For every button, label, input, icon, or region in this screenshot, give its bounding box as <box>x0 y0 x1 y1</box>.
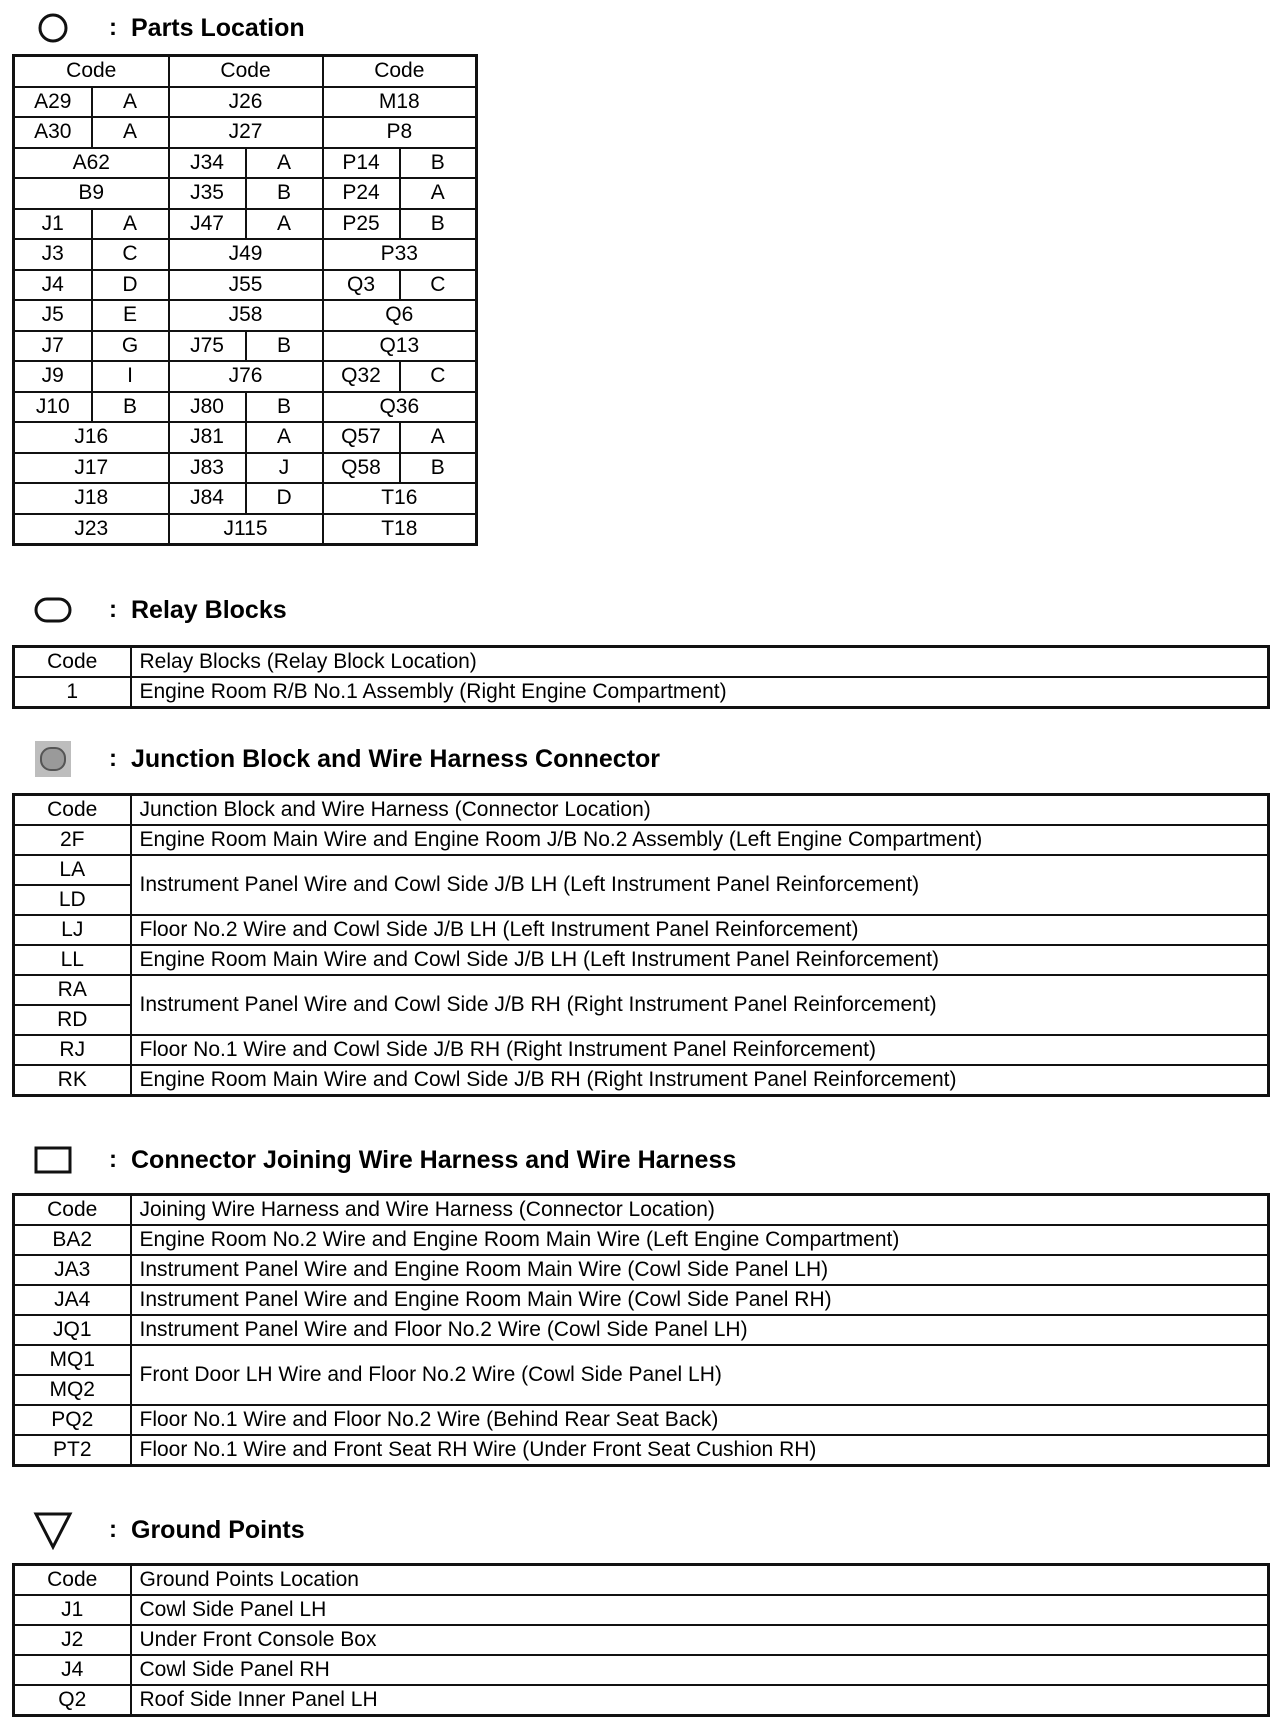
connector-code: JA4 <box>14 1285 131 1315</box>
part-code: J10 <box>14 392 92 423</box>
location-letter: A <box>246 422 323 453</box>
code-header: Code <box>14 647 131 678</box>
part-code: T16 <box>323 483 477 514</box>
relay-blocks-title: Relay Blocks <box>131 595 287 624</box>
junction-block-table <box>12 793 1270 1097</box>
location-letter: C <box>400 270 477 301</box>
part-code: J115 <box>169 514 323 545</box>
connector-joining-table <box>12 1193 1270 1467</box>
table-row <box>14 117 477 148</box>
ground-points-title: Ground Points <box>131 1515 305 1544</box>
junction-block-location: Engine Room Main Wire and Cowl Side J/B RH (Right Instrument Panel Reinforcement) <box>131 1065 1269 1096</box>
junction-block-heading <box>33 739 660 779</box>
relay-blocks-heading <box>33 590 287 630</box>
part-code: Q32 <box>323 361 400 392</box>
relay-block-header-row <box>14 647 1269 678</box>
part-code: Q6 <box>323 300 477 331</box>
table-row <box>14 483 477 514</box>
connector-joining-title: Connector Joining Wire Harness and Wire Harness <box>131 1145 737 1174</box>
connector-location: Engine Room No.2 Wire and Engine Room Main Wire (Left Engine Compartment) <box>131 1225 1269 1255</box>
junction-block-location: Engine Room Main Wire and Engine Room J/B No.2 Assembly (Left Engine Compartment) <box>131 825 1269 855</box>
junction-block-code: LA <box>14 855 131 885</box>
junction-block-location: Instrument Panel Wire and Cowl Side J/B RH (Right Instrument Panel Reinforcement) <box>131 975 1269 1035</box>
location-letter: E <box>92 300 169 331</box>
ground-point-location: Under Front Console Box <box>131 1625 1269 1655</box>
junction-block-header-row <box>14 795 1269 826</box>
table-row <box>14 239 477 270</box>
connector-location: Front Door LH Wire and Floor No.2 Wire (Cowl Side Panel LH) <box>131 1345 1269 1405</box>
table-row <box>14 975 1269 1005</box>
part-code: P8 <box>323 117 477 148</box>
table-row <box>14 945 1269 975</box>
description-header: Relay Blocks (Relay Block Location) <box>131 647 1269 678</box>
connector-location: Instrument Panel Wire and Engine Room Main Wire (Cowl Side Panel RH) <box>131 1285 1269 1315</box>
part-code: J9 <box>14 361 92 392</box>
junction-block-code: RD <box>14 1005 131 1035</box>
table-row <box>14 1035 1269 1065</box>
column-header: Code <box>14 56 169 87</box>
part-code: J80 <box>169 392 246 423</box>
junction-block-title: Junction Block and Wire Harness Connector <box>131 744 661 773</box>
table-row <box>14 422 477 453</box>
location-letter: A <box>400 178 477 209</box>
location-letter: D <box>246 483 323 514</box>
location-letter: A <box>246 209 323 240</box>
part-code: J47 <box>169 209 246 240</box>
table-row <box>14 87 477 118</box>
connector-location: Instrument Panel Wire and Floor No.2 Wire (Cowl Side Panel LH) <box>131 1315 1269 1345</box>
part-code: J27 <box>169 117 323 148</box>
part-code: A29 <box>14 87 92 118</box>
connector-code: JQ1 <box>14 1315 131 1345</box>
connector-code: MQ1 <box>14 1345 131 1375</box>
table-row <box>14 148 477 179</box>
part-code: Q58 <box>323 453 400 484</box>
part-code: J81 <box>169 422 246 453</box>
location-letter: D <box>92 270 169 301</box>
table-row <box>14 677 1269 708</box>
table-row <box>14 1685 1269 1716</box>
part-code: P24 <box>323 178 400 209</box>
location-letter: B <box>246 331 323 362</box>
location-letter: I <box>92 361 169 392</box>
part-code: P25 <box>323 209 400 240</box>
part-code: P33 <box>323 239 477 270</box>
connector-code: BA2 <box>14 1225 131 1255</box>
heading-colon: : <box>109 1146 117 1173</box>
part-code: Q13 <box>323 331 477 362</box>
ground-point-code: J1 <box>14 1595 131 1625</box>
part-code: J18 <box>14 483 169 514</box>
table-row <box>14 209 477 240</box>
location-letter: B <box>246 392 323 423</box>
part-code: J58 <box>169 300 323 331</box>
ground-point-code: Q2 <box>14 1685 131 1716</box>
connector-joining-heading <box>33 1140 736 1180</box>
ground-point-code: J2 <box>14 1625 131 1655</box>
junction-block-code: RA <box>14 975 131 1005</box>
rectangle-icon <box>33 1140 73 1180</box>
relay-blocks-table <box>12 645 1270 709</box>
description-header: Ground Points Location <box>131 1565 1269 1596</box>
junction-block-code: LJ <box>14 915 131 945</box>
location-letter: A <box>92 117 169 148</box>
part-code: Q57 <box>323 422 400 453</box>
part-code: J75 <box>169 331 246 362</box>
location-letter: J <box>246 453 323 484</box>
table-row <box>14 1065 1269 1096</box>
part-code: J84 <box>169 483 246 514</box>
heading-colon: : <box>109 745 117 772</box>
table-row <box>14 178 477 209</box>
parts-location-table <box>12 54 478 546</box>
table-row <box>14 392 477 423</box>
junction-block-code: RJ <box>14 1035 131 1065</box>
table-row <box>14 514 477 545</box>
location-letter: G <box>92 331 169 362</box>
location-letter: B <box>400 148 477 179</box>
table-row <box>14 1225 1269 1255</box>
ground-points-table <box>12 1563 1270 1717</box>
code-header: Code <box>14 1565 131 1596</box>
part-code: J49 <box>169 239 323 270</box>
table-row <box>14 1655 1269 1685</box>
ground-point-location: Roof Side Inner Panel LH <box>131 1685 1269 1716</box>
connector-code: MQ2 <box>14 1375 131 1405</box>
location-letter: A <box>92 87 169 118</box>
part-code: J23 <box>14 514 169 545</box>
location-letter: A <box>400 422 477 453</box>
location-letter: A <box>246 148 323 179</box>
location-letter: B <box>92 392 169 423</box>
part-code: T18 <box>323 514 477 545</box>
junction-block-location: Floor No.2 Wire and Cowl Side J/B LH (Left Instrument Panel Reinforcement) <box>131 915 1269 945</box>
location-letter: B <box>246 178 323 209</box>
connector-code: PQ2 <box>14 1405 131 1435</box>
parts-location-title: Parts Location <box>131 13 305 42</box>
location-letter: B <box>400 209 477 240</box>
part-code: J3 <box>14 239 92 270</box>
table-row <box>14 915 1269 945</box>
location-letter: C <box>400 361 477 392</box>
part-code: J26 <box>169 87 323 118</box>
location-letter: A <box>92 209 169 240</box>
code-header: Code <box>14 795 131 826</box>
junction-block-location: Engine Room Main Wire and Cowl Side J/B LH (Left Instrument Panel Reinforcement) <box>131 945 1269 975</box>
part-code: J76 <box>169 361 323 392</box>
part-code: J17 <box>14 453 169 484</box>
part-code: J1 <box>14 209 92 240</box>
heading-colon: : <box>109 14 117 41</box>
code-header: Code <box>14 1195 131 1226</box>
table-row <box>14 855 1269 885</box>
heading-colon: : <box>109 596 117 623</box>
part-code: J34 <box>169 148 246 179</box>
connector-location: Floor No.1 Wire and Floor No.2 Wire (Behind Rear Seat Back) <box>131 1405 1269 1435</box>
description-header: Joining Wire Harness and Wire Harness (Connector Location) <box>131 1195 1269 1226</box>
connector-header-row <box>14 1195 1269 1226</box>
shaded-rounded-rectangle-icon <box>33 739 73 779</box>
junction-block-location: Instrument Panel Wire and Cowl Side J/B LH (Left Instrument Panel Reinforcement) <box>131 855 1269 915</box>
ground-point-header-row <box>14 1565 1269 1596</box>
ground-point-location: Cowl Side Panel RH <box>131 1655 1269 1685</box>
relay-block-location: Engine Room R/B No.1 Assembly (Right Engine Compartment) <box>131 677 1269 708</box>
location-letter: B <box>400 453 477 484</box>
table-row <box>14 1625 1269 1655</box>
table-row <box>14 1435 1269 1466</box>
part-code: J35 <box>169 178 246 209</box>
table-row <box>14 453 477 484</box>
column-header: Code <box>169 56 323 87</box>
connector-location: Instrument Panel Wire and Engine Room Main Wire (Cowl Side Panel LH) <box>131 1255 1269 1285</box>
table-row <box>14 1285 1269 1315</box>
location-letter: C <box>92 239 169 270</box>
table-row <box>14 1405 1269 1435</box>
ground-point-location: Cowl Side Panel LH <box>131 1595 1269 1625</box>
part-code: J7 <box>14 331 92 362</box>
part-code: Q36 <box>323 392 477 423</box>
ground-point-code: J4 <box>14 1655 131 1685</box>
triangle-icon <box>33 1510 73 1550</box>
part-code: B9 <box>14 178 169 209</box>
parts-location-heading <box>33 8 305 48</box>
table-row <box>14 1315 1269 1345</box>
rounded-rectangle-icon <box>33 590 73 630</box>
part-code: J83 <box>169 453 246 484</box>
table-row <box>14 361 477 392</box>
heading-colon: : <box>109 1516 117 1543</box>
part-code: Q3 <box>323 270 400 301</box>
connector-code: PT2 <box>14 1435 131 1466</box>
part-code: A62 <box>14 148 169 179</box>
circle-icon <box>33 8 73 48</box>
junction-block-code: LD <box>14 885 131 915</box>
junction-block-code: 2F <box>14 825 131 855</box>
junction-block-code: LL <box>14 945 131 975</box>
connector-location: Floor No.1 Wire and Front Seat RH Wire (Under Front Seat Cushion RH) <box>131 1435 1269 1466</box>
column-header: Code <box>323 56 477 87</box>
table-row <box>14 825 1269 855</box>
table-row <box>14 270 477 301</box>
connector-code: JA3 <box>14 1255 131 1285</box>
table-row <box>14 1595 1269 1625</box>
part-code: M18 <box>323 87 477 118</box>
part-code: P14 <box>323 148 400 179</box>
part-code: J55 <box>169 270 323 301</box>
table-row <box>14 300 477 331</box>
description-header: Junction Block and Wire Harness (Connector Location) <box>131 795 1269 826</box>
junction-block-location: Floor No.1 Wire and Cowl Side J/B RH (Right Instrument Panel Reinforcement) <box>131 1035 1269 1065</box>
ground-points-heading <box>33 1510 305 1550</box>
part-code: J5 <box>14 300 92 331</box>
table-row <box>14 331 477 362</box>
relay-block-code: 1 <box>14 677 131 708</box>
table-row <box>14 1345 1269 1375</box>
part-code: J4 <box>14 270 92 301</box>
part-code: J16 <box>14 422 169 453</box>
parts-header-row <box>14 56 477 87</box>
table-row <box>14 1255 1269 1285</box>
part-code: A30 <box>14 117 92 148</box>
junction-block-code: RK <box>14 1065 131 1096</box>
